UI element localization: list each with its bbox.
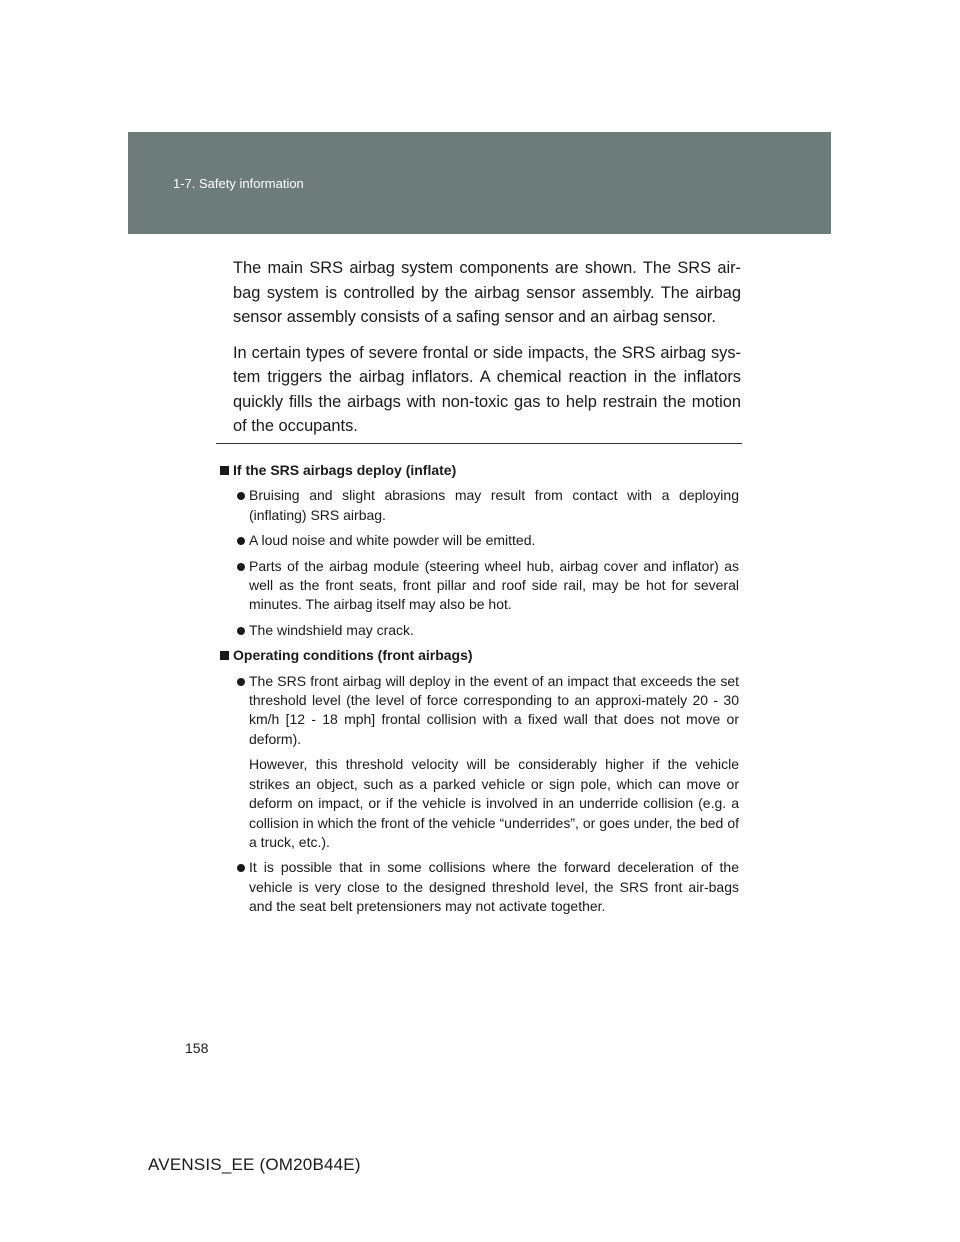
round-bullet-icon <box>237 492 245 500</box>
list-item-text: It is possible that in some collisions where the forward deceleration of the vehicle is very close to the designed threshold level, the SRS front air-bags and the seat belt pretensioners may not activate together. <box>249 859 739 915</box>
list-item <box>219 621 739 640</box>
list-item-text: The windshield may crack. <box>249 621 414 638</box>
round-bullet-icon <box>237 678 245 686</box>
deploy-heading-text: If the SRS airbags deploy (inflate) <box>233 462 457 478</box>
list-item-text: Parts of the airbag module (steering wheel hub, airbag cover and inflator) as well as the front seats, front pillar and roof side rail, may be hot for several minutes. The airbag itself may also be hot. <box>249 557 739 613</box>
operating-heading-text: Operating conditions (front airbags) <box>233 647 473 664</box>
list-item <box>219 486 739 525</box>
list-item-continuation: However, this threshold velocity will be considerably higher if the vehicle strikes an object, such as a parked vehicle or sign pole, which can move or deform on impact, or if the vehicle is involved in an underride collision (e.g. a collision in which the front of the vehicle “underrides”, or goes under, the bed of a truck, etc.). <box>249 756 739 850</box>
list-item <box>219 672 739 750</box>
square-bullet-icon <box>220 651 229 660</box>
page-number: 158 <box>185 1040 209 1056</box>
list-item <box>219 531 739 550</box>
list-item <box>219 858 739 916</box>
intro-paragraph: The main SRS airbag system components are shown. The SRS air-bag system is controlled by the airbag sensor assembly. The airbag sensor assembly consists of a safing sensor and an airbag sensor. <box>233 259 741 326</box>
round-bullet-icon <box>237 537 245 545</box>
document-code: AVENSIS_EE (OM20B44E) <box>148 1155 361 1174</box>
list-item-text: Bruising and slight abrasions may result from contact with a deploying (inflating) SRS airbag. <box>249 487 739 523</box>
deploy-heading <box>219 461 739 480</box>
round-bullet-icon <box>237 864 245 872</box>
section-divider <box>216 443 742 444</box>
operating-heading <box>219 646 739 665</box>
section-title: 1-7. Safety information <box>173 176 304 191</box>
square-bullet-icon <box>220 466 229 475</box>
intro-paragraph: In certain types of severe frontal or side impacts, the SRS airbag sys-tem triggers the airbag inflators. A chemical reaction in the inflators quickly fills the airbags with non-toxic gas to help restrain the motion of the occupants. <box>233 343 741 435</box>
list-item-text: A loud noise and white powder will be emitted. <box>249 532 536 549</box>
round-bullet-icon <box>237 627 245 635</box>
list-item <box>219 557 739 615</box>
notes-section <box>219 461 739 923</box>
round-bullet-icon <box>237 563 245 571</box>
list-item-text: The SRS front airbag will deploy in the event of an impact that exceeds the set threshold level (the level of force corresponding to an approxi-mately 20 - 30 km/h [12 - 18 mph] frontal collision with a fixed wall that does not move or deform). <box>249 672 739 747</box>
intro-text <box>233 256 741 450</box>
